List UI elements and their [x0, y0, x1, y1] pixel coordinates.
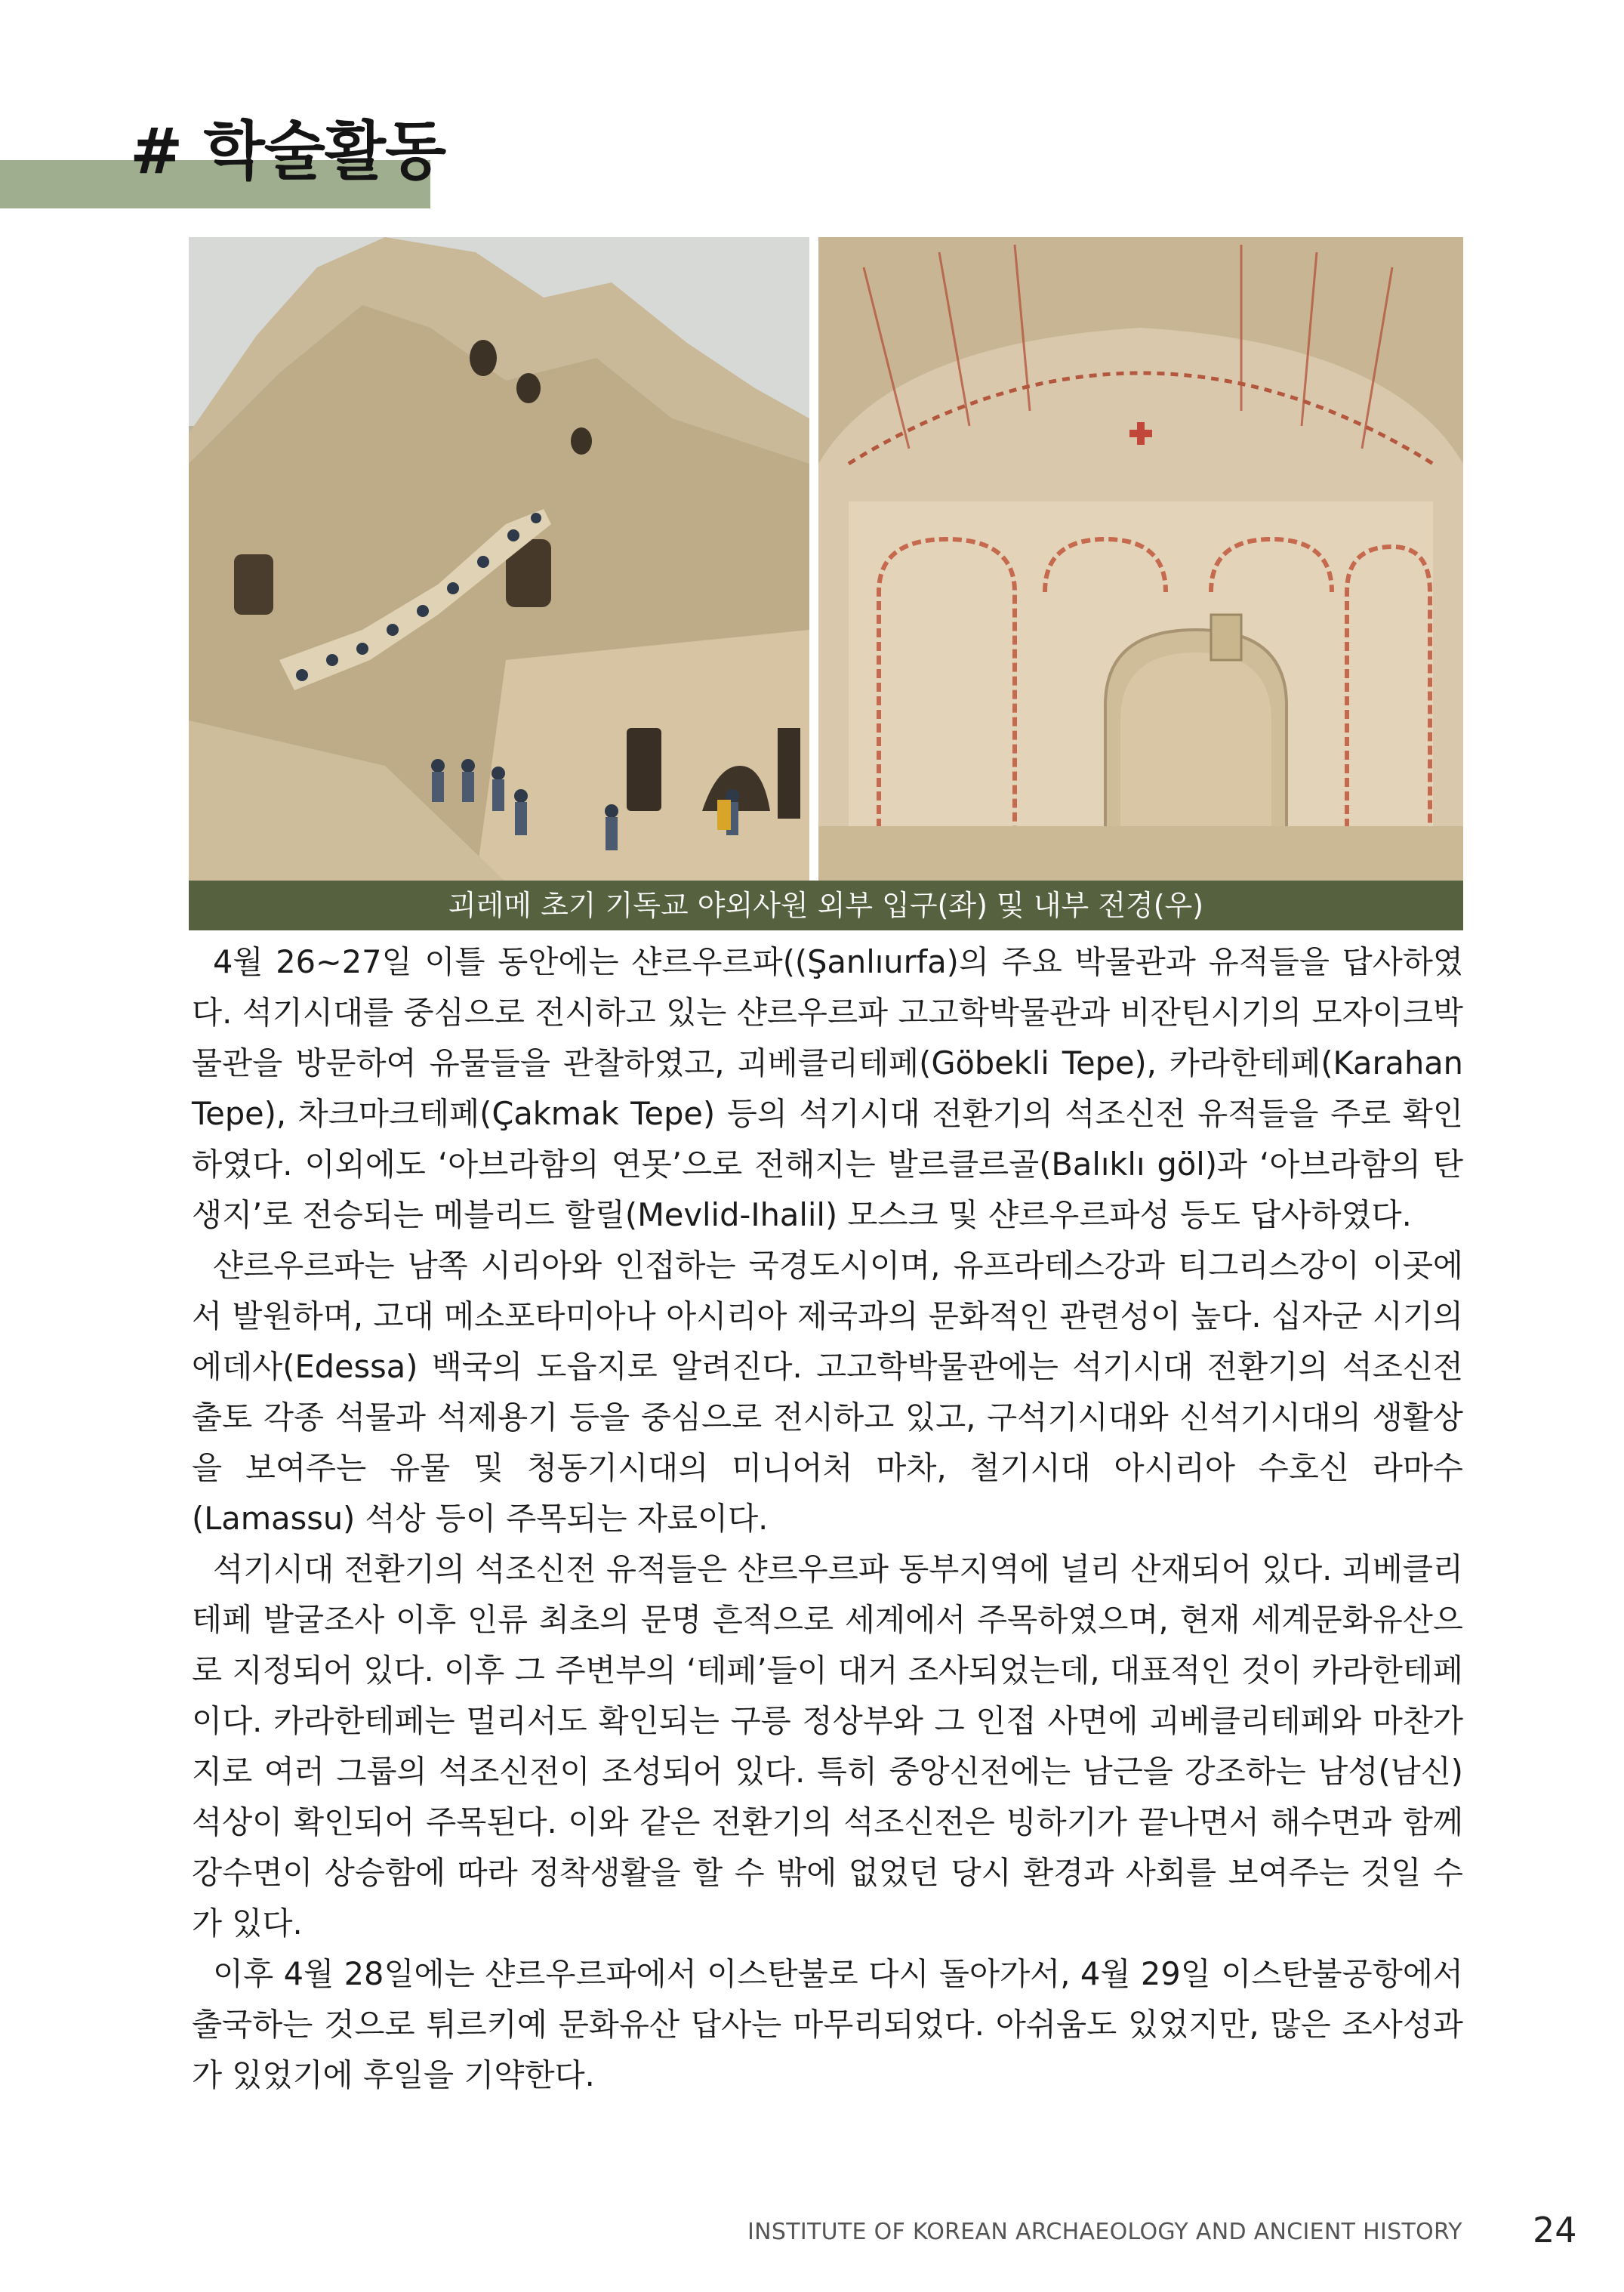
- article-body: [192, 936, 1463, 2100]
- goreme-interior-chapel-photo: [818, 237, 1463, 882]
- goreme-exterior-illustration: [189, 237, 809, 882]
- goreme-exterior-entrance-photo: [189, 237, 809, 882]
- photo-figure: [189, 237, 1463, 930]
- footer-institute: INSTITUTE OF KOREAN ARCHAEOLOGY AND ANCIENT HISTORY: [747, 2219, 1462, 2245]
- paragraph: 샨르우르파는 남쪽 시리아와 인접하는 국경도시이며, 유프라테스강과 티그리스강이 이곳에서 발원하며, 고대 메소포타미아나 아시리아 제국과의 문화적인 관련성이 높다. 십자군 시기의 에데사(Edessa) 백국의 도읍지로 알려진다. 고고학박물관에는 석기시대 전환기의 석조신전 출토 각종 석물과 석제용기 등을 중심으로 전시하고 있고, 구석기시대와 신석기시대의 생활상을 보여주는 유물 및 청동기시대의 미니어처 마차, 철기시대 아시리아 수호신 라마수(Lamassu) 석상 등이 주목되는 자료이다.: [192, 1247, 1463, 1537]
- paragraph: 이후 4월 28일에는 샨르우르파에서 이스탄불로 다시 돌아가서, 4월 29일 이스탄불공항에서 출국하는 것으로 튀르키예 문화유산 답사는 마무리되었다. 아쉬움도 있었지만, 많은 조사성과가 있었기에 후일을 기약한다.: [192, 1955, 1463, 2093]
- figure-caption: 괴레메 초기 기독교 야외사원 외부 입구(좌) 및 내부 전경(우): [189, 881, 1463, 930]
- page-number: 24: [1533, 2210, 1577, 2250]
- paragraph: 4월 26~27일 이틀 동안에는 샨르우르파((Şanlıurfa)의 주요 박물관과 유적들을 답사하였다. 석기시대를 중심으로 전시하고 있는 샨르우르파 고고학박물관과 비잔틴시기의 모자이크박물관을 방문하여 유물들을 관찰하였고, 괴베클리테페(Göbekli Tepe), 카라한테페(Karahan Tepe), 차크마크테페(Çakmak Tepe) 등의 석기시대 전환기의 석조신전 유적들을 주로 확인하였다. 이외에도 ‘아브라함의 연못’으로 전해지는 발르클르골(Balıklı göl)과 ‘아브라함의 탄생지’로 전승되는 메블리드 할릴(Mevlid-Ihalil) 모스크 및 샨르우르파성 등도 답사하였다.: [192, 943, 1463, 1233]
- page-title: # 학술활동: [130, 114, 446, 188]
- goreme-interior-illustration: [818, 237, 1463, 882]
- paragraph: 석기시대 전환기의 석조신전 유적들은 샨르우르파 동부지역에 널리 산재되어 있다. 괴베클리테페 발굴조사 이후 인류 최초의 문명 흔적으로 세계에서 주목하였으며, 현재 세계문화유산으로 지정되어 있다. 이후 그 주변부의 ‘테페’들이 대거 조사되었는데, 대표적인 것이 카라한테페이다. 카라한테페는 멀리서도 확인되는 구릉 정상부와 그 인접 사면에 괴베클리테페와 마찬가지로 여러 그룹의 석조신전이 조성되어 있다. 특히 중앙신전에는 남근을 강조하는 남성(남신) 석상이 확인되어 주목된다. 이와 같은 전환기의 석조신전은 빙하기가 끝나면서 해수면과 함께 강수면이 상승함에 따라 정착생활을 할 수 밖에 없었던 당시 환경과 사회를 보여주는 것일 수가 있다.: [192, 1550, 1463, 1942]
